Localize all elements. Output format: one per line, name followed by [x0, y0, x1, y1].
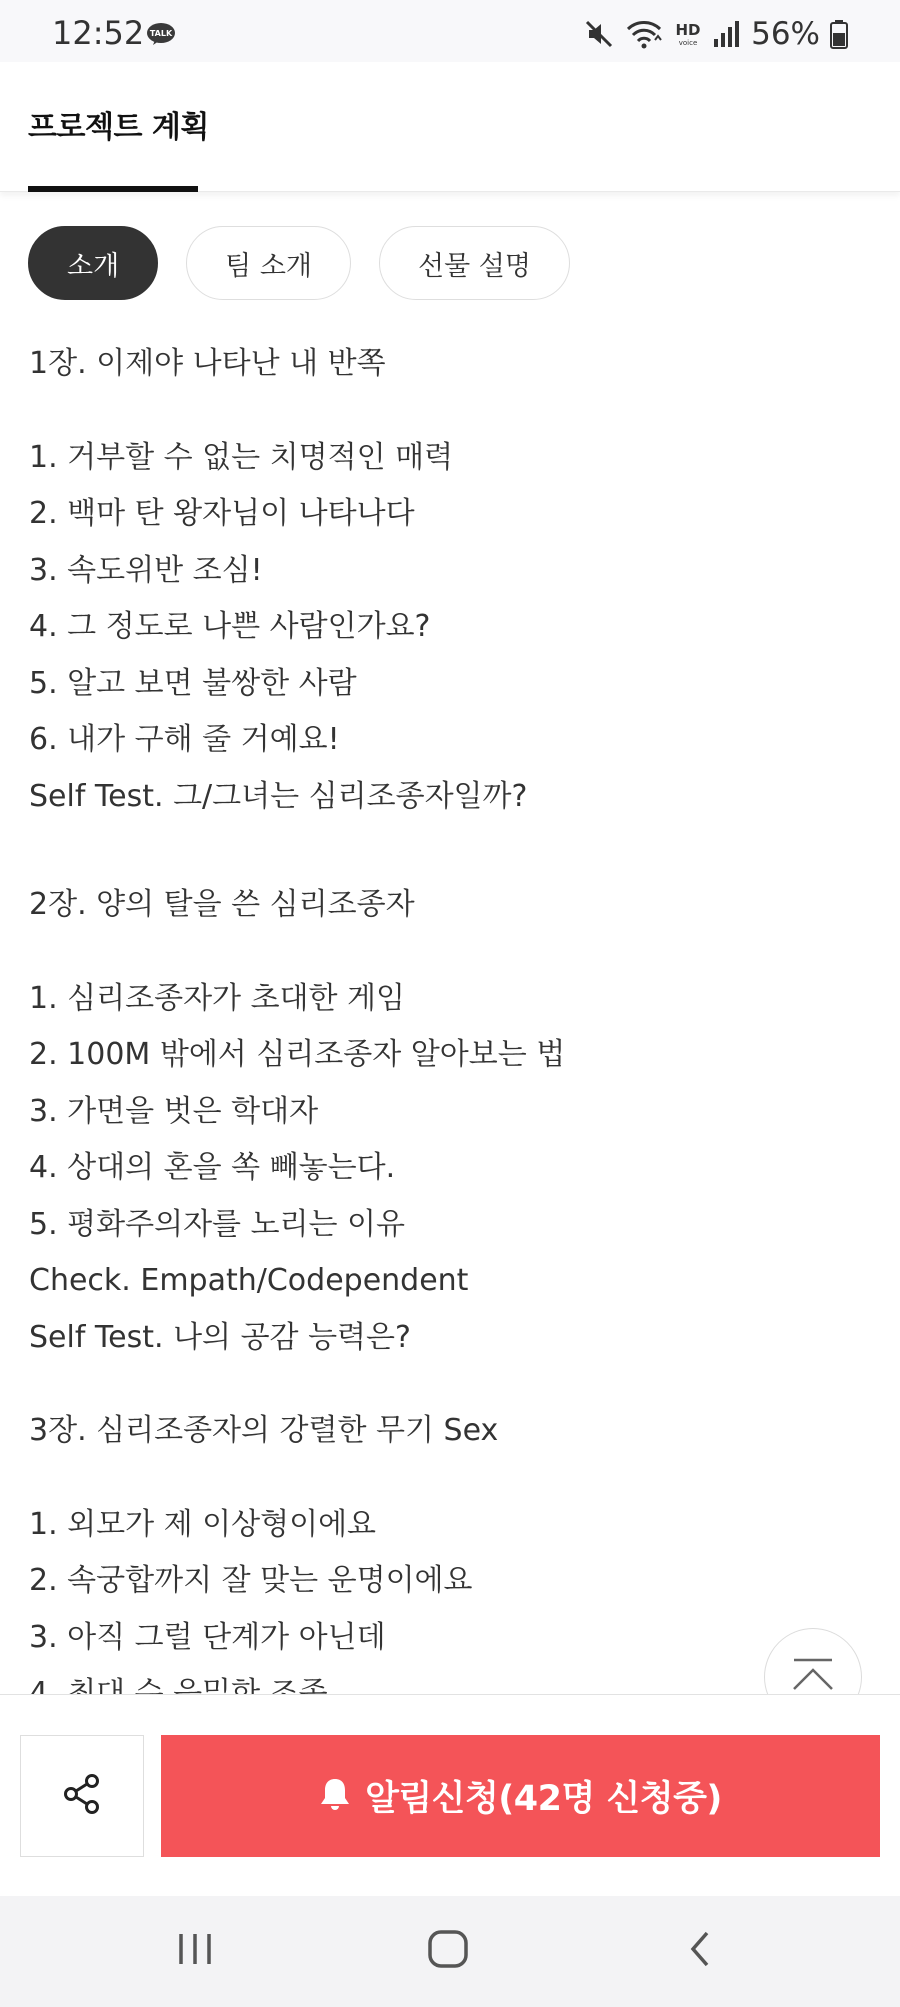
wifi-icon: [625, 18, 663, 50]
hd-voice-icon: [673, 18, 703, 50]
list-item: 2. 100M 밖에서 심리조종자 알아보는 법: [29, 1037, 566, 1072]
svg-text:voice: voice: [678, 39, 698, 47]
list-item: 3. 속도위반 조심!: [29, 552, 263, 588]
chip-intro[interactable]: 소개: [28, 226, 158, 300]
tab-active-indicator: [28, 186, 198, 192]
recent-apps-icon: [175, 1930, 215, 1972]
share-button[interactable]: [20, 1735, 144, 1857]
bell-icon: [319, 1776, 351, 1816]
mute-icon: [583, 18, 615, 50]
chip-team-intro[interactable]: 팀 소개: [186, 226, 351, 300]
list-item: 1. 외모가 제 이상형이에요: [29, 1506, 377, 1542]
chapter-title: 2장. 양의 탈을 쓴 심리조종자: [29, 887, 415, 922]
chapter-title: 1장. 이제야 나타난 내 반쪽: [29, 346, 386, 381]
list-item: 5. 알고 보면 불쌍한 사람: [29, 665, 357, 701]
notification-request-label: 알림신청(42명 신청중): [365, 1779, 722, 1819]
back-button[interactable]: [670, 1926, 730, 1976]
list-item: 1. 거부할 수 없는 치명적인 매력: [29, 439, 454, 475]
list-item: 5. 평화주의자를 노리는 이유: [29, 1206, 406, 1242]
status-icons: [583, 14, 848, 54]
list-item: Self Test. 그/그녀는 심리조종자일까?: [29, 778, 528, 814]
signal-icon: [713, 19, 741, 49]
kakao-talk-icon: [146, 22, 176, 46]
svg-text:HD: HD: [675, 21, 701, 39]
list-item: 2. 속궁합까지 잘 맞는 운명이에요: [29, 1563, 473, 1598]
list-item: 3. 아직 그럴 단계가 아닌데: [29, 1619, 386, 1655]
arrow-up-icon: [790, 1657, 836, 1697]
tab-project-plan[interactable]: 프로젝트 계획: [28, 110, 209, 145]
home-button[interactable]: [418, 1926, 478, 1976]
bottom-action-bar: [0, 1694, 900, 1896]
list-item: Check. Empath/Codependent: [29, 1263, 469, 1298]
status-time: 12:52: [52, 14, 145, 52]
svg-text:TALK: TALK: [149, 29, 173, 38]
system-navigation-bar: [0, 1896, 900, 2007]
section-chips: [28, 226, 570, 300]
list-item: Self Test. 나의 공감 능력은?: [29, 1319, 411, 1355]
list-item: 4. 그 정도로 나쁜 사람인가요?: [29, 609, 431, 644]
list-item: 2. 백마 탄 왕자님이 나타나다: [29, 496, 415, 531]
home-icon: [427, 1929, 469, 1973]
list-item: 4. 상대의 혼을 쏙 빼놓는다.: [29, 1150, 396, 1185]
battery-percentage: 56%: [751, 16, 820, 52]
header: [0, 62, 900, 192]
project-plan-content: [29, 336, 869, 1691]
list-item: 3. 가면을 벗은 학대자: [29, 1093, 319, 1129]
list-item: 1. 심리조종자가 초대한 게임: [29, 980, 406, 1016]
status-bar: [0, 0, 900, 62]
back-icon: [685, 1929, 715, 1973]
chapter-title: 3장. 심리조종자의 강렬한 무기 Sex: [29, 1413, 499, 1448]
notification-request-button[interactable]: [161, 1735, 880, 1857]
recent-apps-button[interactable]: [165, 1926, 225, 1976]
battery-icon: [830, 19, 848, 49]
list-item: 6. 내가 구해 줄 거예요!: [29, 722, 340, 757]
share-icon: [62, 1773, 102, 1819]
chip-gift-description[interactable]: 선물 설명: [379, 226, 570, 300]
